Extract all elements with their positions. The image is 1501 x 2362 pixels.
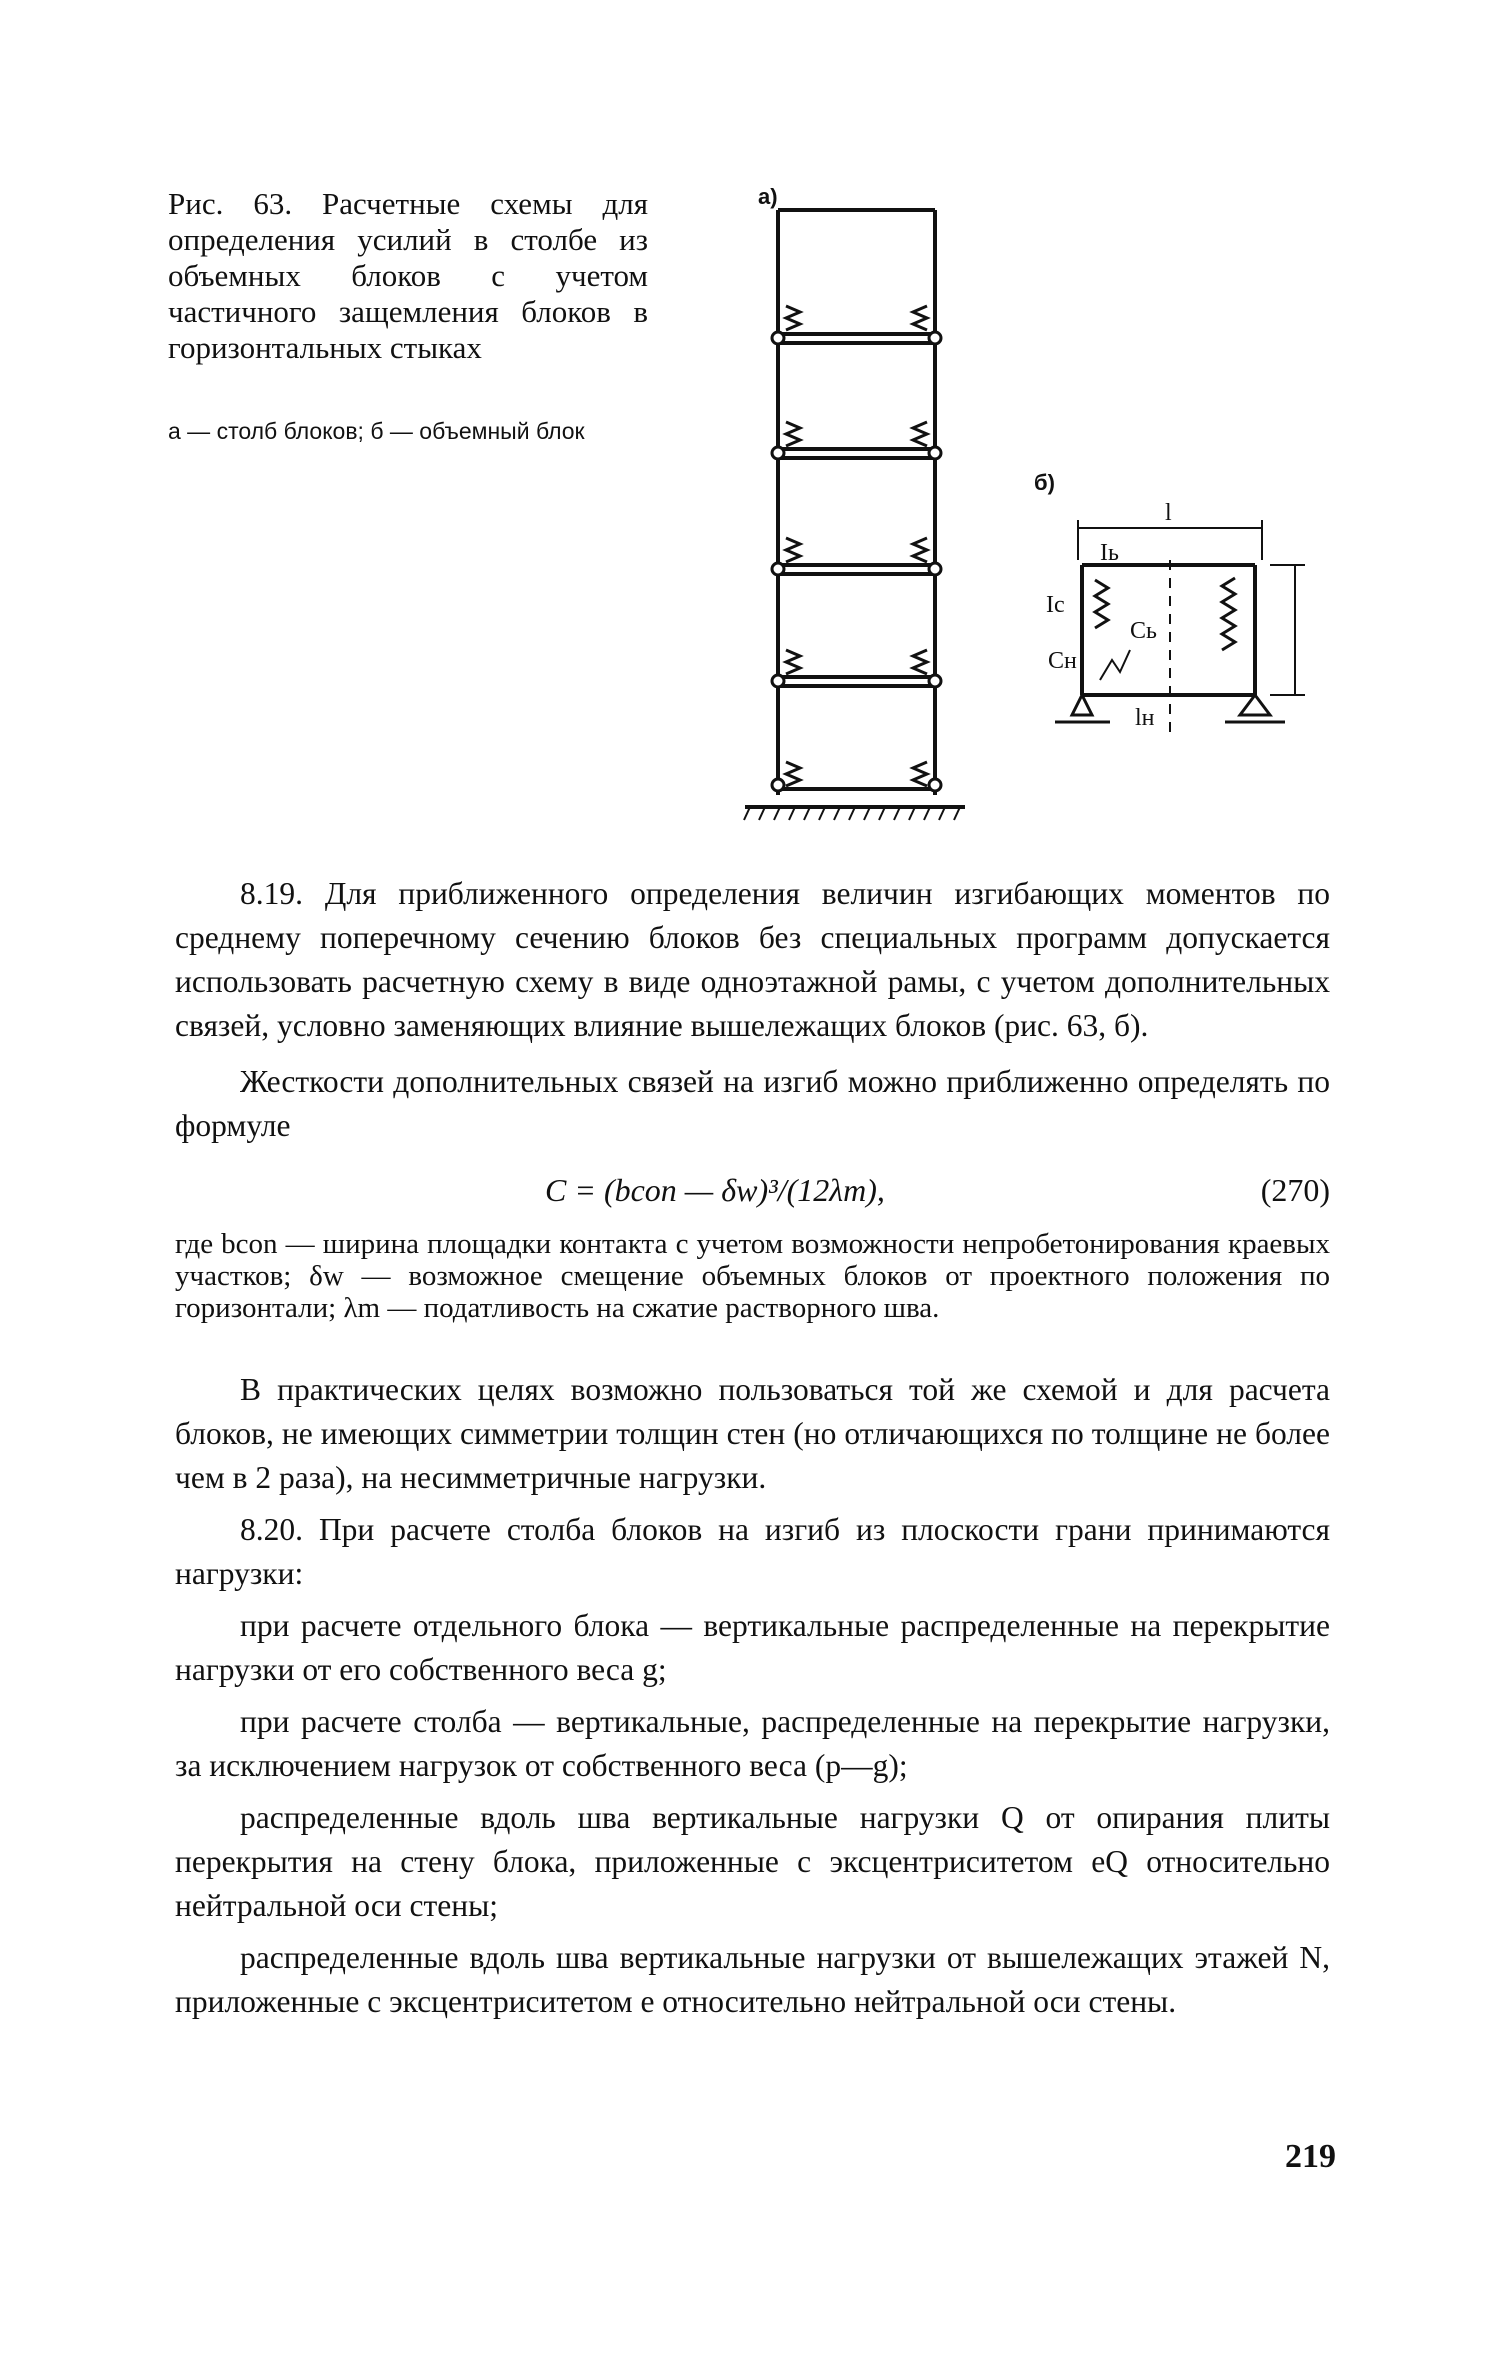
structural-diagram: [0, 0, 1501, 900]
body-p1: 8.19. Для приближенного определения величин изгибающих моментов по среднему поперечному сечению блоков без специальных программ допускается использовать расчетную схему в виде одноэтажной рамы, с учетом дополнительных связей, условно заменяющих влияние вышележащих блоков (рис. 63, б).: [175, 876, 1330, 1043]
equation-number: (270): [1260, 1172, 1330, 1208]
label-l: l: [1165, 500, 1172, 526]
joint-hinges: [772, 332, 941, 791]
paragraph-continued: [175, 1368, 1330, 2024]
body-p4: В практических целях возможно пользоваться той же схемой и для расчета блоков, не имеющих симметрии толщин стен (но отличающихся по толщине не более чем в 2 раза), на несимметричные нагрузки.: [175, 1372, 1330, 1495]
label-ln: lн: [1135, 705, 1155, 731]
body-p3: где bcon — ширина площадки контакта с учетом возможности непробетонирования краевых участков; δw — возможное смещение объемных блоков от проектного положения по горизонтали; λm — податливость на сжатие растворного шва.: [175, 1228, 1330, 1324]
paragraph-8-19: [175, 872, 1330, 1148]
joint-springs: [786, 306, 927, 786]
floor-joints: [778, 334, 935, 789]
body-p2: Жесткости дополнительных связей на изгиб можно приближенно определять по формуле: [175, 1064, 1330, 1143]
figure-label-b: б): [1034, 470, 1055, 495]
label-ic: Iс: [1046, 592, 1065, 618]
definitions: [175, 1228, 1330, 1324]
figure-legend: а — столб блоков; б — объемный блок: [168, 418, 585, 444]
label-ib: Iь: [1100, 540, 1119, 566]
formula-270: [175, 1168, 1330, 1212]
body-p8: распределенные вдоль шва вертикальные нагрузки Q от опирания плиты перекрытия на стену блока, приложенные с эксцентриситетом eQ относительно нейтральной оси стены;: [175, 1800, 1330, 1923]
body-p6: при расчете отдельного блока — вертикальные распределенные на перекрытие нагрузки от его собственного веса g;: [175, 1608, 1330, 1687]
body-p5: 8.20. При расчете столба блоков на изгиб из плоскости грани принимаются нагрузки:: [175, 1512, 1330, 1591]
single-block-springs: [1095, 578, 1235, 680]
label-cn: Cн: [1048, 648, 1077, 674]
label-cb: Cь: [1130, 618, 1157, 644]
figure-caption: Рис. 63. Расчетные схемы для определения усилий в столбе из объемных блоков с учетом частичного защемления блоков в горизонтальных стыках: [168, 186, 648, 365]
page-number: 219: [1285, 2138, 1336, 2175]
body-p7: при расчете столба — вертикальные, распределенные на перекрытие нагрузки, за исключением нагрузок от собственного веса (p—g);: [175, 1704, 1330, 1783]
formula-text: C = (bcon — δw)³/(12λm),: [545, 1172, 885, 1208]
body-p9: распределенные вдоль шва вертикальные нагрузки от вышележащих этажей N, приложенные с эксцентриситетом e относительно нейтральной оси стены.: [175, 1940, 1330, 2019]
figure-label-a: а): [758, 184, 778, 209]
